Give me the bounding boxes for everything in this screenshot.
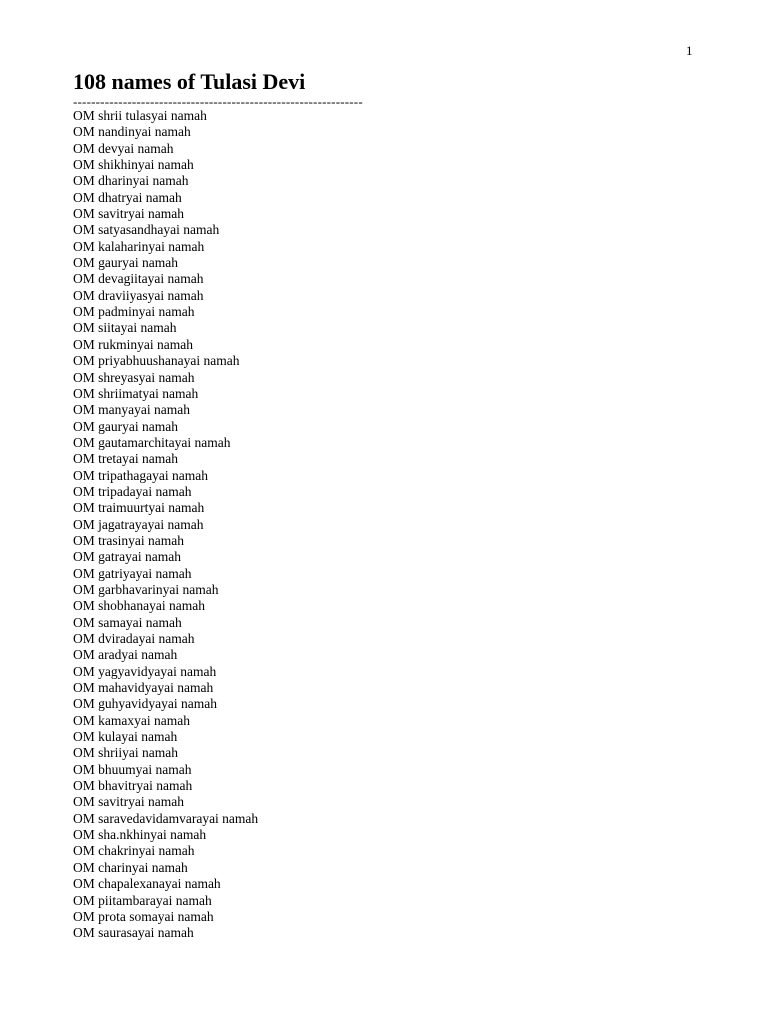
list-item: OM gauryai namah: [73, 418, 178, 434]
list-item: OM gauryai namah: [73, 255, 178, 271]
list-item: OM sha.nkhinyai namah: [73, 827, 207, 843]
list-item: OM shriimatyai namah: [73, 385, 199, 401]
list-item: OM manyayai namah: [73, 402, 190, 418]
list-item: OM saurasayai namah: [73, 925, 194, 941]
list-item: OM tripathagayai namah: [73, 467, 208, 483]
list-item: OM shreyasyai namah: [73, 369, 195, 385]
list-item: OM mahavidyayai namah: [73, 680, 214, 696]
page-number: 1: [686, 43, 693, 58]
list-item: OM chapalexanayai namah: [73, 876, 221, 892]
list-item: OM siitayai namah: [73, 320, 177, 336]
title-separator: ----------------------------------------------------------------: [73, 94, 363, 109]
list-item: OM prota somayai namah: [73, 908, 214, 924]
list-item: OM satyasandhayai namah: [73, 222, 220, 238]
list-item: OM piitambarayai namah: [73, 892, 212, 908]
list-item: OM shriiyai namah: [73, 745, 178, 761]
list-item: OM savitryai namah: [73, 206, 184, 222]
list-item: OM dviradayai namah: [73, 631, 195, 646]
list-item: OM dhatryai namah: [73, 189, 182, 205]
list-item: OM kulayai namah: [73, 729, 178, 745]
list-item: OM savitryai namah: [73, 794, 184, 810]
list-item: OM kalaharinyai namah: [73, 238, 205, 254]
list-item: OM shikhinyai namah: [73, 157, 194, 173]
list-item: OM nandinyai namah: [73, 124, 191, 140]
list-item: OM gautamarchitayai namah: [73, 434, 231, 450]
list-item: OM devyai namah: [73, 140, 174, 156]
list-item: OM chakrinyai namah: [73, 843, 195, 859]
list-item: OM traimuurtyai namah: [73, 500, 205, 516]
list-item: OM garbhavarinyai namah: [73, 581, 219, 597]
list-item: OM padminyai namah: [73, 304, 195, 320]
list-item: OM aradyai namah: [73, 647, 178, 663]
list-item: OM saravedavidamvarayai namah: [73, 810, 259, 826]
list-item: OM tripadayai namah: [73, 483, 192, 499]
list-item: OM kamaxyai namah: [73, 712, 190, 728]
list-item: OM bhuumyai namah: [73, 761, 192, 777]
names-list: [73, 108, 258, 942]
list-item: OM rukminyai namah: [73, 336, 193, 352]
list-item: OM guhyavidyayai namah: [73, 696, 217, 712]
list-item: OM shobhanayai namah: [73, 598, 205, 614]
list-item: OM gatrayai namah: [73, 549, 181, 565]
document-title: 108 names of Tulasi Devi: [73, 69, 306, 94]
list-item: OM jagatrayayai namah: [73, 516, 204, 532]
list-item: OM shrii tulasyai namah: [73, 108, 207, 123]
list-item: OM devagiitayai namah: [73, 271, 204, 287]
list-item: OM charinyai namah: [73, 859, 188, 875]
list-item: OM priyabhuushanayai namah: [73, 353, 240, 369]
list-item: OM gatriyayai namah: [73, 565, 192, 581]
list-item: OM yagyavidyayai namah: [73, 663, 217, 679]
list-item: OM dharinyai namah: [73, 173, 189, 189]
list-item: OM tretayai namah: [73, 451, 178, 467]
list-item: OM trasinyai namah: [73, 532, 184, 548]
list-item: OM samayai namah: [73, 614, 182, 630]
list-item: OM bhavitryai namah: [73, 778, 193, 794]
list-item: OM draviiyasyai namah: [73, 287, 204, 303]
